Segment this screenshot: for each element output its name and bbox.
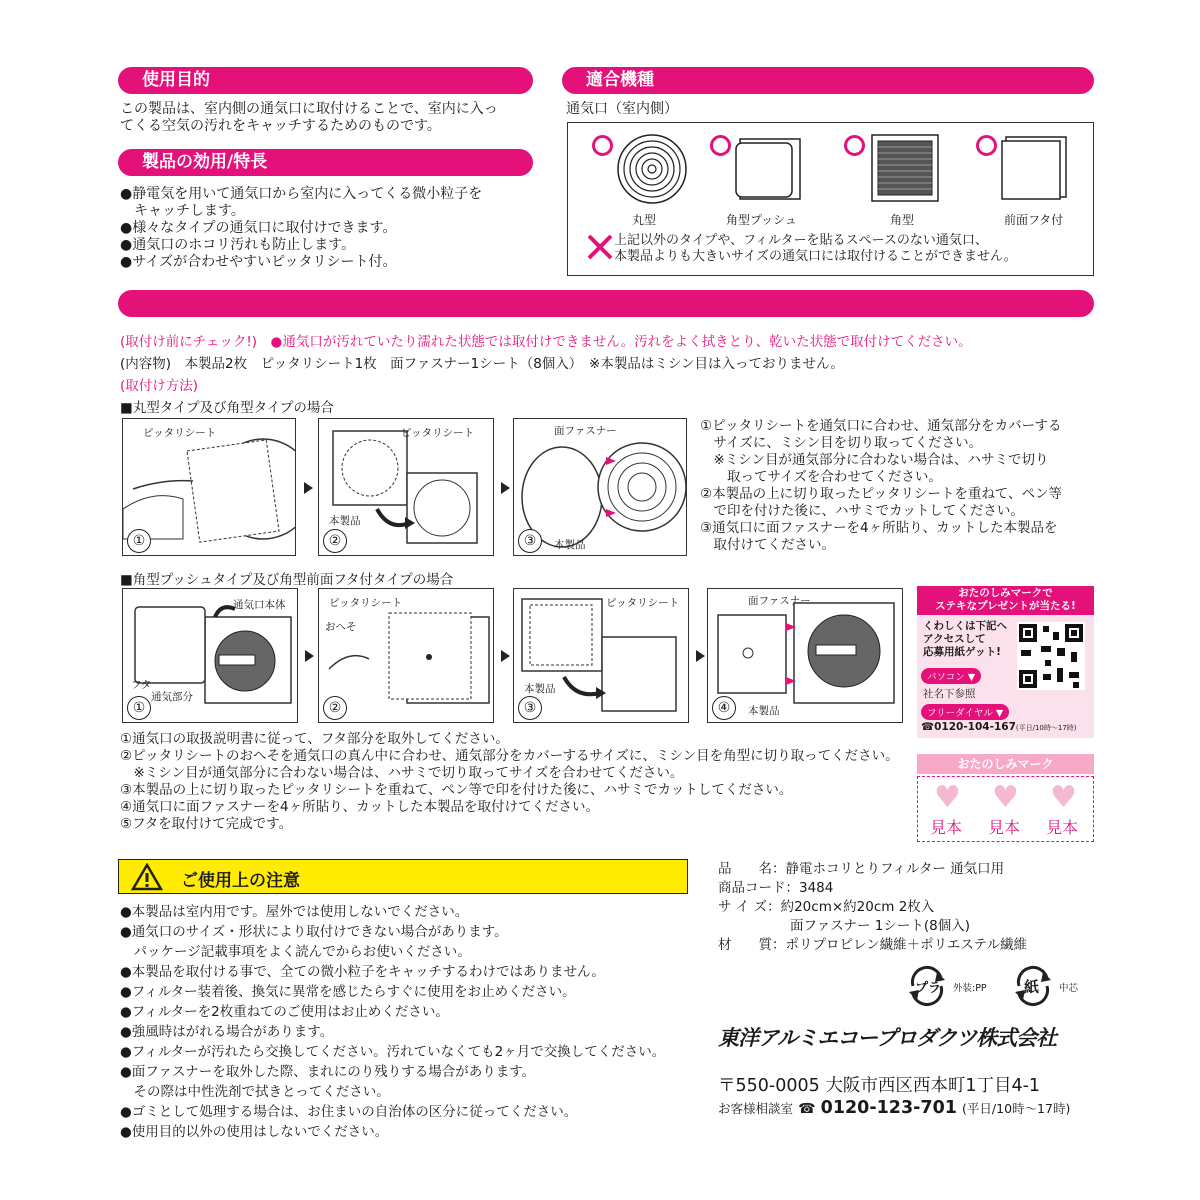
instruction-line: サイズに、ミシン目を切り取ってください。 [700,435,983,451]
caution-item: ●本製品は室内用です。屋外では使用しないでください。 [120,904,469,920]
feature-item: ●様々なタイプの通気口に取付けできます。 [120,220,397,236]
step-number: ③ [518,529,542,553]
square-step2-panel [318,588,494,723]
company-contact [718,1098,1070,1118]
round-step3-panel [513,418,687,556]
label-sheet: ピッタリシート [143,427,217,439]
instruction-line: ⑤フタを取付けて完成です。 [120,816,293,832]
mark-sample [982,781,1034,837]
install-band [118,290,1094,317]
company-name: 東洋アルミエコープロダクツ株式会社 [718,1026,1057,1050]
purpose-line: てくる空気の汚れをキャッチするためのものです。 [120,118,441,134]
ng-cross-icon [586,233,614,261]
caution-list [120,902,665,1142]
features-list [120,186,482,271]
caution-item: その際は中性洗剤で拭きとってください。 [120,1084,390,1100]
spec-row [718,860,1027,879]
company-hours: (平日/10時〜17時) [962,1101,1071,1116]
mark-samples [917,776,1094,842]
compatible-heading: 適合機種 [562,67,1094,94]
label-product: 本製品 [329,515,361,527]
step-number: ④ [712,696,736,720]
ok-mark-icon [710,135,731,156]
freedial-line [921,721,1077,733]
spec-table [718,860,1027,955]
instruction-line: で印を付けた後に、ハサミでカットしてください。 [700,503,1024,519]
instruction-line: 取ってサイズを合わせてください。 [700,469,942,485]
heart-icon: ♥ [992,780,1019,815]
ng-text [614,233,1017,265]
promo-box [917,586,1094,738]
instruction-line: ①ピッタリシートを通気口に合わせ、通気部分をカバーする [700,418,1062,434]
mark-title: おたのしみマーク [917,754,1094,774]
spec-value: 面ファスナー 1シート(8個入) [790,918,970,934]
front-lid-vent-icon [1000,133,1070,203]
mark-sample [924,781,976,837]
purpose-text [120,101,498,135]
label-vent-body: 通気口本体 [233,599,286,611]
square-step4-panel [707,588,903,723]
step-number: ① [127,529,151,553]
ok-mark-icon [844,135,865,156]
instruction-line: ※ミシン目が通気部分に合わない場合は、ハサミで切り取ってサイズを合わせてください。 [120,765,684,781]
promo-title [917,586,1094,615]
sample-label: 見本 [1046,818,1079,837]
spec-value: 3484 [799,880,834,896]
type-label-front-lid: 前面フタ付 [1004,213,1064,227]
spec-row [718,936,1027,955]
step-number: ② [323,529,347,553]
compatible-panel [567,122,1094,276]
heart-icon: ♥ [1050,780,1077,815]
ng-line: 本製品よりも大きいサイズの通気口には取付けることができません。 [614,249,1017,264]
round-step2-panel [318,418,494,556]
type-label-round: 丸型 [632,213,657,227]
ok-mark-icon [976,135,997,156]
square-title: ■角型プッシュタイプ及び角型前面フタ付タイプの場合 [120,572,454,588]
label-fastener: 面ファスナー [748,595,811,607]
spec-value: 約20cm×約20cm 2枚入 [780,899,935,915]
promo-body-line: くわしくは下記へ [923,620,1007,632]
freedial-number: 0120-104-167 [934,721,1016,733]
square-step1-panel [122,588,298,723]
next-arrow-icon [305,650,314,662]
recycle-pla-text: 外装:PP [953,983,987,994]
spec-key: サ イ ズ： [718,899,781,915]
purpose-line: この製品は、室内側の通気口に取付けることで、室内に入っ [120,101,498,117]
square-step4-illustration [708,589,902,722]
warning-icon [131,863,163,891]
round-instructions [700,418,1062,554]
label-fastener: 面ファスナー [554,425,617,437]
freedial-label: フリーダイヤル ▼ [921,704,1009,720]
method-label: (取付け方法) [120,378,199,394]
label-lid: フタ [131,679,152,691]
label-sheet2: ピッタリシート [401,427,475,439]
caution-item: ●本製品を取付ける事で、全ての微小粒子をキャッチするわけではありません。 [120,964,605,980]
instruction-line: ②ピッタリシートのおへそを通気口の真ん中に合わせ、通気部分をカバーするサイズに、ミシン目を角型に切り取ってください。 [120,748,899,764]
step-number: ③ [518,696,542,720]
square-instructions [120,731,899,833]
promo-body-line: 応募用紙ゲット! [923,646,1001,658]
ng-line: 上記以外のタイプや、フィルターを貼るスペースのない通気口、 [614,233,988,248]
spec-row [718,917,1027,936]
sample-label: 見本 [988,818,1021,837]
caution-item: ●面ファスナーを取外した際、まれにのり残りする場合があります。 [120,1064,536,1080]
label-product2: 本製品 [554,539,586,551]
label-product: 本製品 [524,683,556,695]
contents-line: (内容物) 本製品2枚 ピッタリシート1枚 面ファスナー1シート（8個入） ※本製品はミシン目は入っておりません。 [120,356,844,372]
qr-code[interactable] [1017,622,1085,690]
spec-value: 静電ホコリとりフィルター 通気口用 [785,861,1005,877]
instruction-line: ※ミシン目が通気部分に合わない場合は、ハサミで切り [700,452,1049,468]
label-navel: おへそ [325,621,357,633]
spec-value: ポリプロピレン繊維＋ポリエステル繊維 [785,937,1027,953]
caution-item: パッケージ記載事項をよく読んでからお使いください。 [120,944,471,960]
ok-mark-icon [592,135,613,156]
freedial-hours: (平日/10時〜17時) [1015,724,1077,732]
step-number: ② [323,696,347,720]
recycle-paper-text: 中芯 [1059,983,1079,994]
check-line: (取付け前にチェック!) ●通気口が汚れていたり濡れた状態では取付けできません。汚れをよく拭きとり、乾いた状態で取付けてください。 [120,334,972,350]
features-heading: 製品の効用/特長 [118,149,533,176]
caution-item: ●フィルターが汚れたら交換してください。汚れていなくても2ヶ月で交換してください。 [120,1044,666,1060]
caution-item: ●フィルター装着後、換気に異常を感じたらすぐに使用をお止めください。 [120,984,576,1000]
square-push-vent-icon [734,133,804,203]
instruction-line: ②本製品の上に切り取ったピッタリシートを重ねて、ペン等 [700,486,1062,502]
heart-icon: ♥ [934,780,961,815]
next-arrow-icon [501,650,510,662]
promo-title-line: おたのしみマークで [958,587,1053,599]
spec-row [718,898,1027,917]
instruction-line: 取付けてください。 [700,537,835,553]
feature-item: キャッチします。 [120,203,245,219]
promo-body [923,620,1007,659]
spec-key: 品 名： [718,861,786,877]
company-address: 〒550-0005 大阪市西区西本町1丁目4-1 [718,1076,1041,1096]
square-step3-panel [513,588,689,723]
feature-item: ●サイズが合わせやすいピッタリシート付。 [120,254,397,270]
instruction-line: ④通気口に面ファスナーを4ヶ所貼り、カットした本製品を取付けてください。 [120,799,600,815]
next-arrow-icon [304,482,313,494]
spec-row [718,879,1027,898]
round-vent-icon [616,133,688,205]
freedial-icon: ☎ [798,1101,816,1117]
feature-item: ●通気口のホコリ汚れも防止します。 [120,237,356,253]
next-arrow-icon [696,650,705,662]
purpose-heading: 使用目的 [118,67,533,94]
promo-body-line: アクセスして [923,633,986,645]
caution-item: ●強風時はがれる場合があります。 [120,1024,334,1040]
label-sheet: ピッタリシート [329,597,403,609]
type-label-square: 角型 [890,213,915,227]
square-vent-icon [870,133,940,203]
step-number: ① [127,696,151,720]
spec-key: 材 質： [718,937,786,953]
compatible-subheading: 通気口（室内側） [566,101,678,117]
caution-item: ●使用目的以外の使用はしないでください。 [120,1124,389,1140]
type-label-square-push: 角型プッシュ [726,213,797,227]
consult-label: お客様相談室 [718,1101,794,1116]
feature-item: ●静電気を用いて通気口から室内に入ってくる微小粒子を [120,186,483,202]
instruction-line: ①通気口の取扱説明書に従って、フタ部分を取外してください。 [120,731,509,747]
recycle-pla-icon [905,964,949,1008]
recycle-paper-mark: 紙 [1024,978,1040,996]
spec-key: 商品コード： [718,880,799,896]
promo-title-line: ステキなプレゼントが当たる! [935,600,1076,612]
round-step1-panel [122,418,296,556]
caution-heading-bar [118,859,688,894]
sample-label: 見本 [930,818,963,837]
pc-text: 社名下参照 [923,688,976,700]
instruction-line: ③通気口に面ファスナーを4ヶ所貼り、カットした本製品を [700,520,1058,536]
company-phone: 0120-123-701 [820,1098,957,1118]
pc-label: パソコン ▼ [921,668,981,684]
next-arrow-icon [501,482,510,494]
caution-heading: ご使用上の注意 [181,871,300,891]
label-product2: 本製品 [748,705,780,717]
recycle-paper-icon [1011,964,1055,1008]
round-title: ■丸型タイプ及び角型タイプの場合 [120,400,334,416]
recycle-pla-mark: プラ [915,981,942,996]
phone-icon: ☎ [921,721,935,733]
mark-sample [1040,781,1092,837]
label-sheet2: ピッタリシート [606,597,680,609]
instruction-line: ③本製品の上に切り取ったピッタリシートを重ねて、ペン等で印を付けた後に、ハサミでカットしてください。 [120,782,793,798]
label-vent-part: 通気部分 [151,691,193,703]
caution-item: ●ゴミとして処理する場合は、お住まいの自治体の区分に従ってください。 [120,1104,578,1120]
caution-item: ●通気口のサイズ・形状により取付けできない場合があります。 [120,924,508,940]
caution-item: ●フィルターを2枚重ねてのご使用はお止めください。 [120,1004,449,1020]
